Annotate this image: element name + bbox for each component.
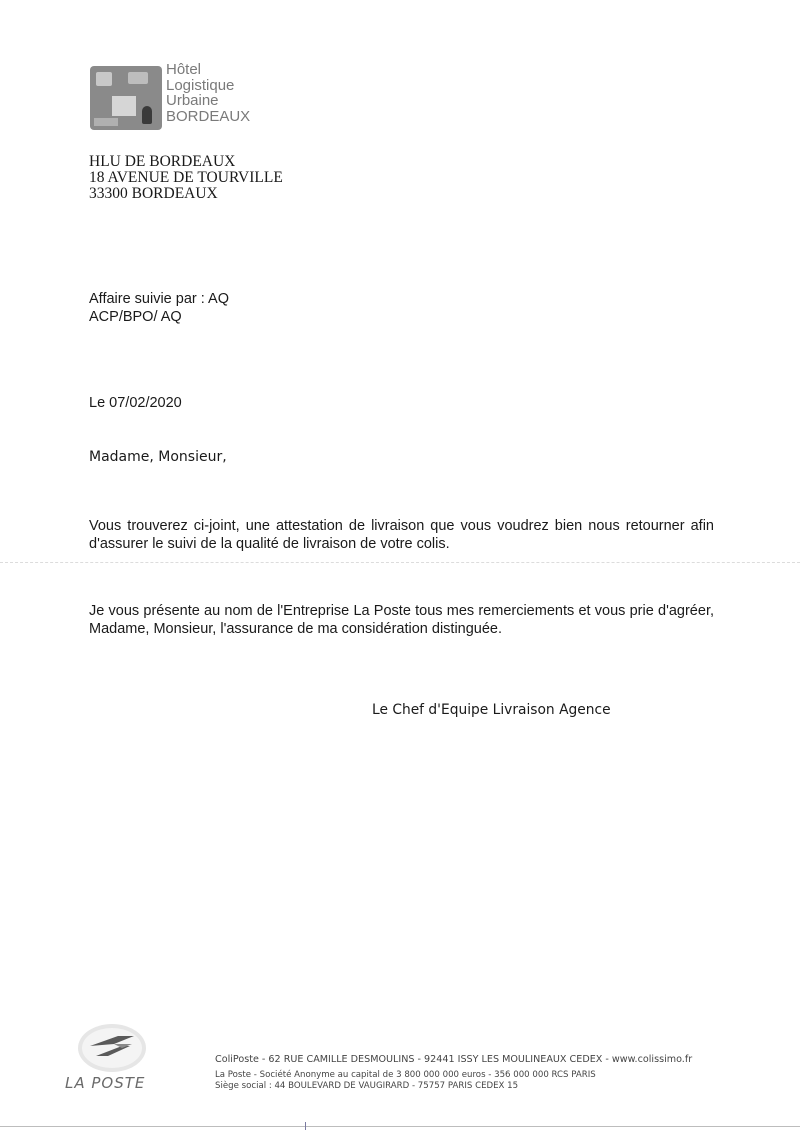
followed-by: Affaire suivie par : AQ: [89, 291, 229, 307]
footer-line-3: Siège social : 44 BOULEVARD DE VAUGIRARD - 75757 PARIS CEDEX 15: [215, 1081, 519, 1091]
logo-line-2: Logistique: [166, 76, 235, 94]
hlu-bordeaux-logo: [90, 62, 250, 132]
footer-line-2: La Poste - Société Anonyme au capital de 3 800 000 000 euros - 356 000 000 RCS PARIS: [215, 1070, 596, 1080]
body-paragraph-1: Vous trouverez ci-joint, une attestation de livraison que vous voudrez bien nous retourner afin d'assurer le suivi de la qualité de livraison de votre colis.: [89, 518, 714, 552]
sender-address: [89, 154, 283, 202]
logistics-icon: [90, 66, 162, 130]
logo-text: [166, 62, 250, 124]
address-line-1: HLU DE BORDEAUX: [89, 153, 236, 170]
letter-date: Le 07/02/2020: [89, 395, 182, 411]
bottom-tick-mark: [305, 1122, 306, 1130]
la-poste-logo: [62, 1022, 162, 1094]
address-line-2: 18 AVENUE DE TOURVILLE: [89, 169, 283, 186]
la-poste-bird-icon: [74, 1022, 150, 1074]
address-line-3: 33300 BORDEAUX: [89, 185, 218, 202]
la-poste-name: LA POSTE: [65, 1074, 146, 1092]
footer: [215, 1053, 692, 1092]
logo-line-3: Urbaine: [166, 92, 219, 109]
logo-line-1: Hôtel: [166, 61, 202, 78]
fold-line: [0, 562, 800, 563]
reference-block: [89, 290, 229, 326]
logo-line-4: BORDEAUX: [166, 107, 251, 125]
salutation: Madame, Monsieur,: [89, 449, 227, 465]
reference-code: ACP/BPO/ AQ: [89, 309, 182, 325]
bottom-edge-line: [0, 1126, 800, 1127]
body-paragraph-2: Je vous présente au nom de l'Entreprise La Poste tous mes remerciements et vous prie d'agréer, Madame, Monsieur, l'assurance de ma considération distinguée.: [89, 603, 714, 637]
footer-line-1: ColiPoste - 62 RUE CAMILLE DESMOULINS - 92441 ISSY LES MOULINEAUX CEDEX - www.colissimo.fr: [215, 1054, 693, 1065]
signature: Le Chef d'Equipe Livraison Agence: [372, 702, 611, 718]
